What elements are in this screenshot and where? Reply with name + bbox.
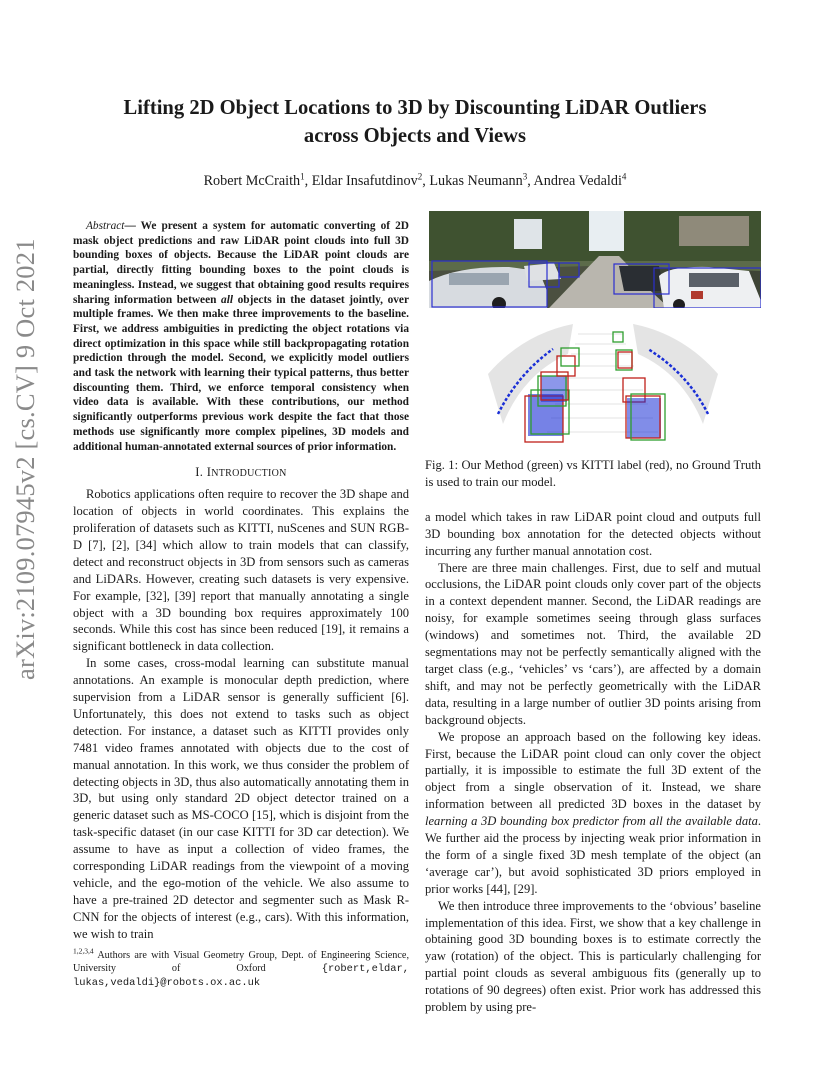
street-scene-photo: [429, 211, 761, 308]
predicted-box: [613, 332, 623, 342]
left-column: [73, 219, 409, 943]
body-paragraph: [425, 729, 761, 898]
affiliation-footnote: [73, 946, 409, 990]
abstract: [73, 219, 409, 454]
footnote-text: Authors are with Visual Geometry Group, Dept. of Engineering Science, University of Oxford: [73, 950, 409, 974]
section-title-initial: I: [206, 465, 212, 480]
lidar-point-cloud-render: [483, 314, 723, 448]
figure-1: [425, 211, 765, 451]
abstract-text: objects in the dataset jointly, over multiple frames. We then make three improvements to the baseline. First, we address ambiguities in predicting the object rotations via direct optimization in this space while still backpropagating rotation prediction through the model. Second, we explicitly model outliers and task the network with learning their typical patterns, thus better discounting them. Third, we enforce temporal consistency when video data is available. With these contributions, our method significantly outperforms previous work despite the fact that those methods use significantly more complex pipelines, 3D models and additional human-annotated external sources of prior information.: [73, 293, 409, 453]
abstract-dash: —: [124, 220, 141, 232]
body-paragraph: We then introduce three improvements to the ‘obvious’ baseline implementation of this idea. First, we show that a key challenge in obtaining good 3D bounding boxes is to estimate correctly the yaw (rotation) of the object. This is particularly challenging for partial point clouds as several ambiguous fits (generally up to rotations of 90 degrees) often exist. Prior work has addressed this problem by using pre-: [425, 898, 761, 1015]
author-affiliation: 2: [417, 171, 423, 182]
figure-caption: Fig. 1: Our Method (green) vs KITTI label (red), no Ground Truth is used to train our model.: [425, 458, 761, 489]
body-paragraph: There are three main challenges. First, due to self and mutual occlusions, the LiDAR point clouds only cover part of the objects in a context dependent manner. Second, the LiDAR readings are noisy, for example sometimes seeing through glass surfaces (windows) and sometimes not. Third, the available 2D segmentations may not be perfectly semantically aligned with the target class (e.g., ‘vehicles’ vs ‘cars’), are affected by a domain shift, and may not be perfectly geometrically with the LiDAR data, resulting in a large number of outlier 3D points arising from background objects.: [425, 560, 761, 727]
abstract-emphasis: all: [221, 293, 234, 306]
author-affiliation: 4: [621, 171, 627, 182]
footnote-marker: 1,2,3,4: [73, 946, 94, 956]
author-name: Lukas Neumann: [429, 173, 523, 189]
right-column: [425, 211, 761, 1016]
paper-title: [70, 94, 760, 150]
paragraph-emphasis: learning a 3D bounding box predictor from all the available data: [425, 814, 758, 829]
author-name: Eldar Insafutdinov: [311, 173, 418, 189]
abstract-text: We present a system for automatic converting of 2D mask object predictions and raw LiDAR point clouds into full 3D bounding boxes of objects. Because the LiDAR point clouds are partial, directly fitting bounding boxes to the point clouds is meaningless. Instead, we suggest that obtaining good results requires sharing information between: [73, 220, 409, 306]
author-affiliation: 1: [300, 171, 305, 182]
abstract-label: Abstract: [86, 220, 125, 232]
title-line-1: Lifting 2D Object Locations to 3D by Discounting LiDAR Outliers: [123, 97, 707, 119]
section-number: I.: [195, 465, 207, 480]
body-paragraph: In some cases, cross-modal learning can substitute manual annotations. An example is monocular depth prediction, where supervision from a LiDAR sensor is generally sufficient [6]. Unfortunately, this does not extend to tasks such as object detection. For instance, a dataset such as KITTI provides only 7481 video frames annotated with objects due to the cost of manual annotation. In this work, we thus consider the problem of detecting objects in 3D, thus also automatically annotating them in 3D, but using only standard 2D object detector trained on a generic dataset such as MS-COCO [15], which is disjoint from the task-specific dataset (in our case KITTI for 3D car detection). We assume to have as input a collection of video frames, the corresponding LiDAR readings from the viewpoint of a moving vehicle, and the ego-motion of the vehicle. We also assume to have a pre-trained 2D detector and segmenter such as Mask R-CNN for the objects of interest (e.g., cars). With this information, we wish to train: [73, 656, 409, 941]
section-heading-introduction: [73, 464, 409, 483]
paragraph-text: We propose an approach based on the following key ideas. First, because the LiDAR point cloud can only cover the object partially, it is impossible to estimate the full 3D extent of the object from a single observation of it. Instead, we share information between all predicted 3D boxes in the dataset by: [425, 729, 761, 812]
body-paragraph: a model which takes in raw LiDAR point cloud and outputs full 3D bounding box annotation for the detected objects without incurring any further manual annotation cost.: [425, 509, 761, 558]
title-line-2: across Objects and Views: [303, 125, 527, 147]
author-name: Robert McCraith: [203, 173, 301, 189]
kitti-label-box: [618, 352, 632, 368]
section-title-rest: NTRODUCTION: [211, 468, 287, 480]
body-paragraph: Robotics applications often require to recover the 3D shape and location of objects in world coordinates. This explains the proliferation of datasets such as KITTI, nuScenes and SUN RGB-D [7], [2], [34] which allow to train models that can classify, detect and reconstruct objects in 3D from sensors such as cameras and LiDARs. However, creating such datasets is very expensive. For example, [32], [39] report that manually annotating a single object with a 3D bounding box requires approximately 100 seconds. While this cost has since been reduced [19], it remains a significant bottleneck in data collection.: [73, 487, 409, 654]
author-list: Robert McCraith$^1$, Eldar Insafutdinov$^2$, Lukas Neumann$^3$, Andrea Vedaldi$^4$: [203, 171, 627, 189]
author-emails: {robert,eldar, lukas,vedaldi}@robots.ox.ac.uk: [73, 963, 409, 989]
paragraph-text: . We further aid the process by injecting weak prior information in the form of a single fixed 3D mesh template of the object (an ‘average car’), but avoid sophisticated 3D priors employed in prior works [44], [29].: [425, 814, 761, 896]
arxiv-identifier-stamp: arXiv:2109.07945v2 [cs.CV] 9 Oct 2021: [10, 238, 40, 680]
author-affiliation: 3: [522, 171, 528, 182]
author-name: Andrea Vedaldi: [533, 173, 622, 189]
